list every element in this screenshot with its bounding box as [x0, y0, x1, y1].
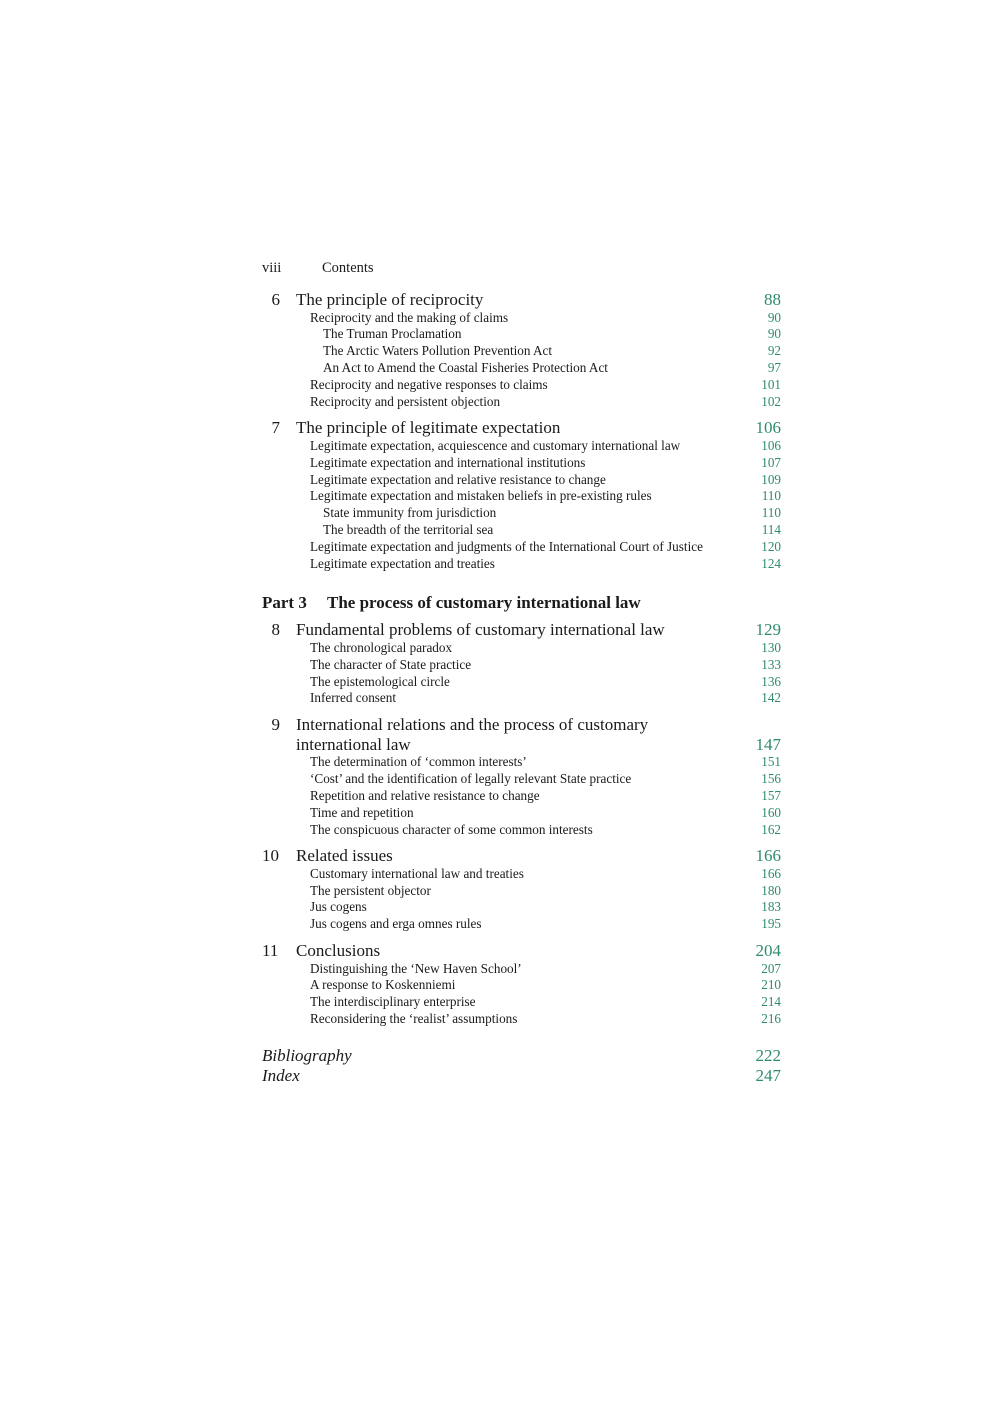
- part-title: The process of customary international law: [327, 593, 641, 613]
- section-entry: [262, 438, 781, 455]
- section-entry: [262, 916, 781, 933]
- chapter-number: 11: [262, 941, 279, 961]
- section-entry: [262, 822, 781, 839]
- running-title: Contents: [322, 260, 374, 276]
- chapter-title: Related issues: [296, 846, 393, 866]
- section-entry: [262, 377, 781, 394]
- entry-title: The breadth of the territorial sea: [323, 521, 494, 537]
- entry-page: 162: [761, 821, 781, 837]
- entry-title: Legitimate expectation and relative resistance to change: [310, 471, 606, 487]
- entry-title: The persistent objector: [310, 882, 431, 898]
- chapter-block: [262, 620, 781, 707]
- entry-title: Jus cogens: [310, 899, 367, 915]
- chapter-heading: [262, 620, 781, 640]
- entry-title: The interdisciplinary enterprise: [310, 994, 476, 1010]
- backmatter-page: 222: [755, 1045, 781, 1065]
- entry-title: Legitimate expectation, acquiescence and customary international law: [310, 437, 681, 453]
- section-entry: [262, 805, 781, 822]
- entry-page: 210: [761, 977, 781, 993]
- subsection-entry: [262, 360, 781, 377]
- chapter-number: 8: [271, 620, 280, 640]
- entry-page: 114: [761, 521, 781, 537]
- entry-title: The Truman Proclamation: [323, 326, 462, 342]
- entry-title: A response to Koskenniemi: [310, 977, 456, 993]
- entry-title: Inferred consent: [310, 690, 397, 706]
- chapter-heading: [262, 290, 781, 310]
- chapter-page: 106: [755, 418, 781, 438]
- chapter-page: 129: [755, 620, 781, 640]
- chapter-heading: [262, 941, 781, 961]
- entry-title: Reciprocity and persistent objection: [310, 393, 501, 409]
- entry-title: The character of State practice: [310, 656, 472, 672]
- entry-page: 97: [767, 359, 781, 375]
- part-heading: [262, 592, 781, 614]
- chapter-title: Fundamental problems of customary international law: [296, 620, 665, 640]
- section-entry: [262, 1011, 781, 1028]
- chapter-block: [262, 941, 781, 1028]
- chapter-block: [262, 418, 781, 572]
- entry-title: The epistemological circle: [310, 673, 450, 689]
- entry-title: The Arctic Waters Pollution Prevention Act: [323, 343, 553, 359]
- entry-page: 216: [761, 1011, 781, 1027]
- chapter-title: The principle of legitimate expectation: [296, 418, 561, 438]
- entry-page: 195: [761, 916, 781, 932]
- entry-page: 110: [761, 505, 781, 521]
- entry-page: 183: [761, 899, 781, 915]
- entry-title: Customary international law and treaties: [310, 865, 524, 881]
- entry-title: Reciprocity and negative responses to claims: [310, 376, 548, 392]
- entry-page: 136: [761, 673, 781, 689]
- entry-title: Repetition and relative resistance to change: [310, 787, 540, 803]
- entry-title: Legitimate expectation and judgments of the International Court of Justice: [310, 538, 703, 554]
- entry-title: Time and repetition: [310, 804, 414, 820]
- entry-page: 109: [761, 471, 781, 487]
- page-folio: viii: [262, 260, 282, 276]
- entry-title: Legitimate expectation and treaties: [310, 555, 495, 571]
- backmatter-title: Index: [262, 1065, 300, 1085]
- section-entry: [262, 754, 781, 771]
- chapter-page: 147: [755, 734, 781, 754]
- chapter-list-part3: [262, 620, 781, 1028]
- entry-title: Reconsidering the ‘realist’ assumptions: [310, 1011, 518, 1027]
- entry-page: 160: [761, 804, 781, 820]
- entry-page: 156: [761, 771, 781, 787]
- entry-page: 130: [761, 639, 781, 655]
- subsection-entry: [262, 343, 781, 360]
- entry-page: 151: [761, 754, 781, 770]
- section-entry: [262, 556, 781, 573]
- entry-title: The determination of ‘common interests’: [310, 754, 527, 770]
- backmatter-list: [262, 1046, 781, 1086]
- chapter-number: 6: [271, 290, 280, 309]
- chapter-list-part2: [262, 290, 781, 572]
- chapter-page: 204: [755, 941, 781, 961]
- entry-title: Legitimate expectation and mistaken beliefs in pre-existing rules: [310, 488, 652, 504]
- section-entry: [262, 455, 781, 472]
- section-entry: [262, 788, 781, 805]
- section-entry: [262, 883, 781, 900]
- section-entry: [262, 771, 781, 788]
- section-entry: [262, 310, 781, 327]
- entry-page: 157: [761, 787, 781, 803]
- section-entry: [262, 394, 781, 411]
- section-entry: [262, 674, 781, 691]
- entry-page: 142: [761, 690, 781, 706]
- entry-title: State immunity from jurisdiction: [323, 505, 497, 521]
- chapter-number: 7: [271, 418, 280, 438]
- running-head: [262, 258, 781, 278]
- entry-page: 120: [761, 538, 781, 554]
- section-entry: [262, 961, 781, 978]
- entry-page: 92: [767, 343, 781, 359]
- subsection-entry: [262, 522, 781, 539]
- chapter-heading: [262, 846, 781, 866]
- entry-page: 101: [761, 376, 781, 392]
- entry-page: 90: [767, 309, 781, 325]
- entry-page: 166: [761, 865, 781, 881]
- subsection-entry: [262, 505, 781, 522]
- section-entry: [262, 539, 781, 556]
- backmatter-title: Bibliography: [262, 1045, 352, 1065]
- section-entry: [262, 994, 781, 1011]
- chapter-title: The principle of reciprocity: [296, 290, 484, 309]
- chapter-heading: [262, 715, 781, 754]
- section-entry: [262, 640, 781, 657]
- chapter-block: [262, 715, 781, 838]
- entry-title: An Act to Amend the Coastal Fisheries Protection Act: [323, 359, 608, 375]
- chapter-number: 10: [262, 846, 279, 866]
- entry-page: 214: [761, 994, 781, 1010]
- section-entry: [262, 472, 781, 489]
- entry-page: 207: [761, 960, 781, 976]
- entry-page: 106: [761, 437, 781, 453]
- section-entry: [262, 977, 781, 994]
- chapter-title: International relations and the process of customary international law: [296, 715, 649, 754]
- entry-title: Legitimate expectation and international institutions: [310, 454, 586, 470]
- entry-page: 124: [761, 555, 781, 571]
- chapter-page: 88: [764, 290, 781, 309]
- chapter-title: Conclusions: [296, 941, 381, 961]
- section-entry: [262, 488, 781, 505]
- subsection-entry: [262, 326, 781, 343]
- section-entry: [262, 899, 781, 916]
- entry-page: 107: [761, 454, 781, 470]
- entry-title: Distinguishing the ‘New Haven School’: [310, 960, 522, 976]
- entry-page: 180: [761, 882, 781, 898]
- chapter-heading: [262, 418, 781, 438]
- section-entry: [262, 690, 781, 707]
- chapter-block: [262, 290, 781, 410]
- backmatter-page: 247: [755, 1065, 781, 1085]
- backmatter-entry: [262, 1066, 781, 1086]
- entry-title: Jus cogens and erga omnes rules: [310, 916, 482, 932]
- entry-title: ‘Cost’ and the identification of legally relevant State practice: [310, 771, 632, 787]
- part-number: Part 3: [262, 593, 307, 613]
- entry-page: 110: [761, 488, 781, 504]
- chapter-page: 166: [755, 846, 781, 866]
- section-entry: [262, 866, 781, 883]
- entry-page: 90: [767, 326, 781, 342]
- chapter-block: [262, 846, 781, 933]
- backmatter-entry: [262, 1046, 781, 1066]
- entry-page: 133: [761, 656, 781, 672]
- entry-page: 102: [761, 393, 781, 409]
- entry-title: The chronological paradox: [310, 639, 453, 655]
- entry-title: Reciprocity and the making of claims: [310, 309, 509, 325]
- entry-title: The conspicuous character of some common interests: [310, 821, 593, 837]
- chapter-number: 9: [271, 715, 280, 735]
- contents-page: [262, 258, 781, 1086]
- section-entry: [262, 657, 781, 674]
